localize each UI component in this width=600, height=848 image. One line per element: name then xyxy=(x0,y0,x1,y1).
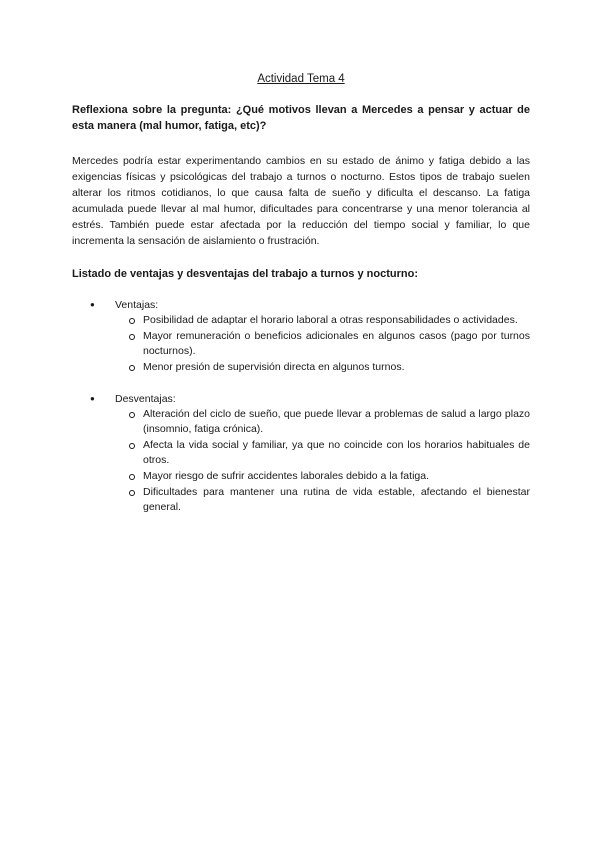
list-item xyxy=(72,329,530,359)
hollow-bullet-icon xyxy=(129,318,135,324)
list-heading: Listado de ventajas y desventajas del trabajo a turnos y nocturno: xyxy=(72,268,418,280)
list-item xyxy=(72,360,530,375)
list-item-text: Mayor riesgo de sufrir accidentes laborales debido a la fatiga. xyxy=(143,470,429,482)
list-item xyxy=(72,438,530,468)
list-item-text: Alteración del ciclo de sueño, que puede llevar a problemas de salud a largo plazo (insomnio, fatiga crónica). xyxy=(143,408,530,435)
list-item xyxy=(72,469,530,484)
list-item-text: Dificultades para mantener una rutina de vida estable, afectando el bienestar general. xyxy=(143,486,530,513)
desventajas-title xyxy=(72,391,530,407)
page-title: Actividad Tema 4 xyxy=(257,73,345,85)
list-item-text: Mayor remuneración o beneficios adicionales en algunos casos (pago por turnos nocturnos). xyxy=(143,330,530,357)
list-item-text: Menor presión de supervisión directa en algunos turnos. xyxy=(143,361,405,373)
ventajas-list xyxy=(72,313,530,375)
list-item-text: Afecta la vida social y familiar, ya que no coincide con los horarios habituales de otros. xyxy=(143,439,530,466)
hollow-bullet-icon xyxy=(129,334,135,340)
list-item xyxy=(72,313,530,328)
hollow-bullet-icon xyxy=(129,474,135,480)
hollow-bullet-icon xyxy=(129,443,135,449)
question-heading: Reflexiona sobre la pregunta: ¿Qué motivos llevan a Mercedes a pensar y actuar de esta manera (mal humor, fatiga, etc)? xyxy=(72,104,530,132)
list-item xyxy=(72,407,530,437)
desventajas-group xyxy=(72,391,530,515)
hollow-bullet-icon xyxy=(129,490,135,496)
filled-bullet-icon: ● xyxy=(90,394,95,403)
ventajas-group xyxy=(72,297,530,375)
desventajas-label: Desventajas: xyxy=(115,393,176,405)
document-page xyxy=(72,72,530,531)
list-item-text: Posibilidad de adaptar el horario laboral a otras responsabilidades o actividades. xyxy=(143,314,518,326)
answer-paragraph: Mercedes podría estar experimentando cambios en su estado de ánimo y fatiga debido a las exigencias físicas y psicológicas del trabajo a turnos o nocturno. Estos tipos de trabajo suelen alterar los ritmos cotidianos, lo que causa falta de sueño y dificulta el descanso. La fatiga acumulada puede llevar al mal humor, dificultades para concentrarse y una menor tolerancia al estrés. También puede estar afectada por la reducción del tiempo social y familiar, lo que incrementa la sensación de aislamiento o frustración. xyxy=(72,155,530,247)
hollow-bullet-icon xyxy=(129,412,135,418)
list-item xyxy=(72,485,530,515)
filled-bullet-icon: ● xyxy=(90,300,95,309)
desventajas-list xyxy=(72,407,530,515)
hollow-bullet-icon xyxy=(129,365,135,371)
ventajas-label: Ventajas: xyxy=(115,299,159,311)
ventajas-title xyxy=(72,297,530,313)
